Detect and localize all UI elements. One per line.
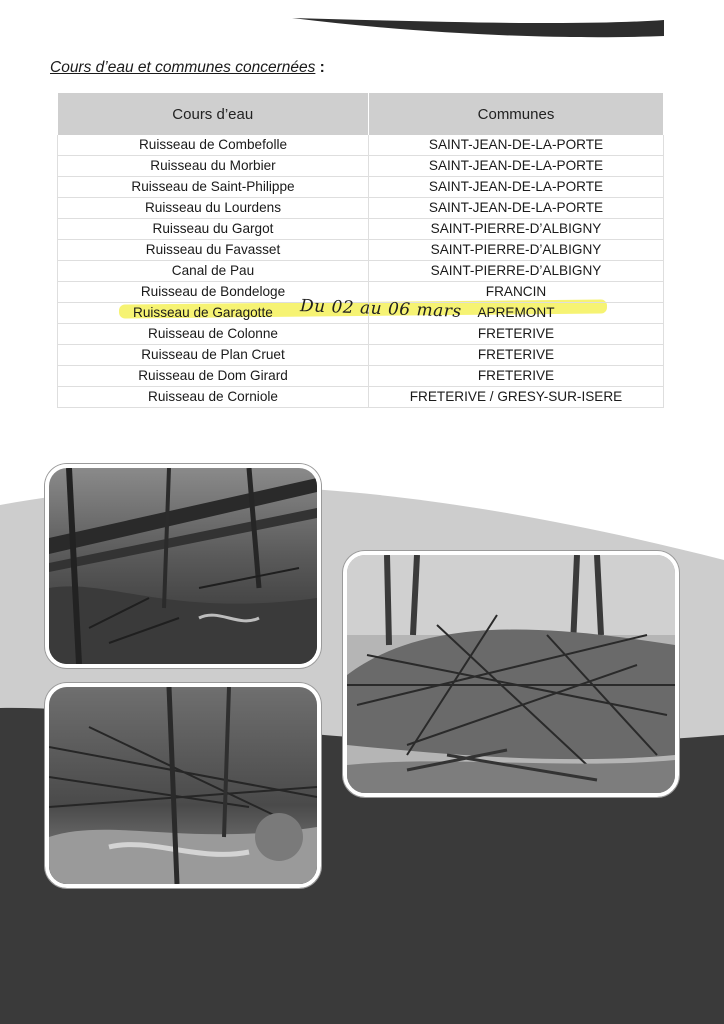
commune-cell: SAINT-PIERRE-D’ALBIGNY [369, 261, 664, 282]
stream-photo-brush-pile [343, 551, 679, 797]
river-cell: Ruisseau du Gargot [58, 219, 369, 240]
commune-cell: FRETERIVE [369, 345, 664, 366]
river-cell: Ruisseau du Favasset [58, 240, 369, 261]
river-cell: Ruisseau de Combefolle [58, 135, 369, 156]
river-cell: Ruisseau de Dom Girard [58, 366, 369, 387]
handwritten-date-note: Du 02 au 06 mars [299, 296, 462, 322]
table-row [58, 387, 664, 408]
table-row [58, 324, 664, 345]
photo-image [347, 555, 675, 793]
table-row [58, 198, 664, 219]
top-right-dark-band [292, 18, 664, 37]
table-row [58, 366, 664, 387]
river-cell: Ruisseau du Lourdens [58, 198, 369, 219]
commune-cell: SAINT-JEAN-DE-LA-PORTE [369, 135, 664, 156]
table-row [58, 240, 664, 261]
commune-cell: FRETERIVE [369, 324, 664, 345]
river-cell: Ruisseau de Corniole [58, 387, 369, 408]
table-row [58, 345, 664, 366]
commune-cell: SAINT-JEAN-DE-LA-PORTE [369, 156, 664, 177]
stream-photo-fallen-trees [45, 464, 321, 668]
commune-cell: FRETERIVE / GRESY-SUR-ISERE [369, 387, 664, 408]
table-row [58, 261, 664, 282]
table-row [58, 177, 664, 198]
section-heading-colon: : [315, 59, 325, 76]
river-cell: Ruisseau de Saint-Philippe [58, 177, 369, 198]
table-header-row [58, 93, 664, 135]
river-cell: Ruisseau de Plan Cruet [58, 345, 369, 366]
commune-cell: APREMONT [369, 303, 664, 324]
river-cell: Ruisseau de Colonne [58, 324, 369, 345]
river-cell: Ruisseau de Garagotte [58, 303, 369, 324]
photo-image [49, 687, 317, 884]
rivers-table [57, 93, 664, 408]
column-header-communes: Communes [369, 93, 664, 135]
commune-cell: SAINT-JEAN-DE-LA-PORTE [369, 198, 664, 219]
commune-cell: SAINT-PIERRE-D’ALBIGNY [369, 219, 664, 240]
table-row [58, 219, 664, 240]
column-header-cours-deau: Cours d’eau [58, 93, 369, 135]
commune-cell: FRANCIN [369, 282, 664, 303]
table-row [58, 156, 664, 177]
river-cell: Ruisseau de Bondeloge [58, 282, 369, 303]
commune-cell: SAINT-PIERRE-D’ALBIGNY [369, 240, 664, 261]
table-row [58, 135, 664, 156]
commune-cell: SAINT-JEAN-DE-LA-PORTE [369, 177, 664, 198]
river-cell: Canal de Pau [58, 261, 369, 282]
stream-photo-creek-debris [45, 683, 321, 888]
photo-image [49, 468, 317, 664]
section-heading-text: Cours d’eau et communes concernées [50, 59, 316, 76]
river-cell: Ruisseau du Morbier [58, 156, 369, 177]
commune-cell: FRETERIVE [369, 366, 664, 387]
section-heading [50, 59, 325, 77]
